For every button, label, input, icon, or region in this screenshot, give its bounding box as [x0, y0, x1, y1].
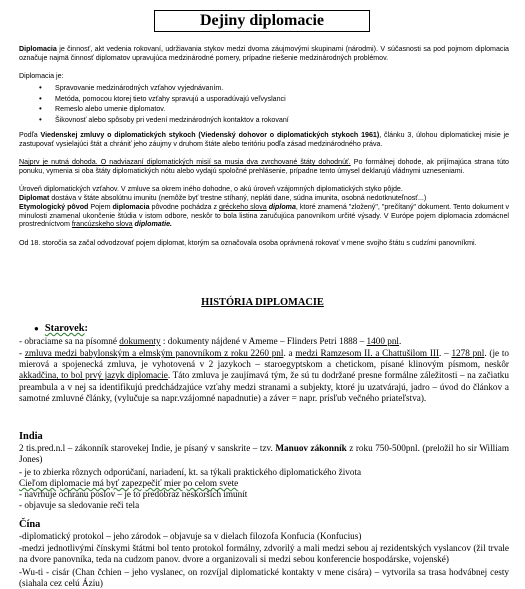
bullet-icon: ●	[34, 324, 39, 333]
immunity-paragraph: Diplomat dostáva v štáte absolútnu imunitu (nemôže byť trestne stíhaný, nepláti dane, súdna imunita, osobná nedotknuteľnosť...)	[19, 194, 427, 202]
etymology-paragraph: Etymologický pôvod Pojem diplomacia pôvodne pochádza z gréckeho slova diploma, ktoré znamená "zložený", "prečítaný" dokument. Tento dokument v minulosti znamenal ukončenie štúdia v istom odbore, neskôr to bola listina zaručujúca panovníkom určité výsady. V Európe pojem diplomacia zdomácnel prostredníctvom francúzskeho slova diplomatie.	[19, 203, 510, 229]
india-line-2: - je to zbierka rôznych odporúčaní, nariadení, kt. sa týkali praktického diplomatického života	[19, 467, 362, 477]
china-line-2: -medzi jednotlivými čínskymi štátmi bol tento protokol formálny, zdvorilý a mali medzi sebou aj rezidentských vyslancov (žil trvale na dvore panovníka, teda na cudzom panov. dvore a organizovali si medzi sebou konferencie hospodárske, vojenské)	[19, 543, 509, 565]
intro-text: je činnosť, akt vedenia rokovaní, udržiavania stykov medzi dvoma záujmovými skupinami (národmi). V súčasnosti sa pod pojmom diplomacia označuje najmä činnosť diplomatov upravujúca medzinárodné pomery, prípadne riešenie medzinárodných problémov.	[19, 45, 509, 62]
list-item: • Remeslo alebo umenie diplomatov.	[53, 105, 493, 114]
starovek-heading: ● Starovek:	[34, 323, 88, 334]
definition-list	[53, 84, 493, 124]
intro-paragraph	[19, 45, 509, 62]
vienna-paragraph: Podľa Viedenskej zmluvy o diplomatických stykoch (Viedenský dohovor o diplomatických stykoch 1961), článku 3, úlohou diplomatickej misie je zastupovať vysielajúci štát a chrániť jeho záujmy v druhom štáte alebo teritóriu podľa zásad medzinárodného práva.	[19, 131, 510, 148]
starovek-documents-line: - obraciame sa na písomné dokumenty : dokumenty nájdené v Ameme – Flinders Petri 1888 – 1400 pnl.	[19, 336, 402, 346]
china-line-3: -Wu-ti - cisár (Chan čchien – jeho vyslanec, on rozvíjal diplomatické kontakty v mene cisára) – vytvorila sa trasa hodvábnej cesty (siahala cez celú Áziu)	[19, 567, 509, 589]
diplomacia-term: Diplomacia	[19, 45, 57, 53]
level-paragraph: Úroveň diplomatických vzťahov. V zmluve sa okrem iného dohodne, o akú úroveň vzájomných diplomatických styko pôjde.	[19, 185, 403, 193]
vienna-convention-name: Viedenskej zmluvy o diplomatických stykoch (Viedenský dohovor o diplomatických stykoch 1961)	[40, 131, 380, 139]
list-item: • Spravovanie medzinárodných vzťahov vyjednávaním.	[53, 84, 493, 93]
list-item: • Metóda, pomocou ktorej tieto vzťahy spravujú a usporadúvajú veľvyslanci	[53, 95, 493, 104]
china-heading: Čína	[19, 519, 41, 530]
diplomat-origin-paragraph: Od 18. storočia sa začal odvodzovať pojem diplomat, ktorým sa označovala osoba oprávnená rokovať v mene svojho štátu s cudzími panovníkmi.	[19, 239, 477, 247]
history-heading: HISTÓRIA DIPLOMACIE	[201, 297, 324, 308]
india-line-3: Cieľom diplomacie má byť zapezpečiť mier po celom svete	[19, 478, 239, 488]
intro-definition-lead: Diplomacia je:	[19, 72, 64, 80]
india-line-5: - objavuje sa sledovanie reči tela	[19, 500, 140, 510]
page-title: Dejiny diplomacie	[154, 10, 370, 32]
starovek-treaty-paragraph: - zmluva medzi babylonským a elmským panovníkom z roku 2260 pnl. a medzi Ramzesom II. a Chattušilom III. – 1278 pnl. (je to mierová a spojenecká zmluva, je vyhotovená v 2 jazykoch – staroegyptskom a chetickom, písané klinovým písmom, neskôr akkadčina, to bol prvý jazyk diplomacie. Táto zmluva je zaujímavá tým, že sú tu dodržané presne formálne záležitosti – na začiatku preambula a v nej sa identifikujú predchádzajúce vzťahy medzi stranami a subjekty, ktoré ju uzatvárajú, jadro – úvod do článkov a samotné zmluvné články, (vylučuje sa napr.vzájomné napadnutie) a záver = napr. prísľub večného priateľstva).	[19, 348, 510, 403]
list-item: • Šikovnosť alebo spôsoby pri vedení medzinárodných kontaktov a rokovaní	[53, 116, 493, 125]
india-heading: India	[19, 431, 43, 442]
india-line-4: - navrhuje ochranu poslov – je to predobraz neskorších imunít	[19, 489, 248, 499]
india-code-paragraph: 2 tis.pred.n.l – zákonník starovekej Indie, je písaný v sanskrite – tzv. Manuov zákonník z roku 750-500pnl. (preložil ho sir William Jones)	[19, 443, 509, 465]
agreement-paragraph: Najprv je nutná dohoda. O nadviazaní diplomatických misií sa musia dva zvrchované štáty dohodnúť. Po formálnej dohode, ak prijímajúca strana túto ponuku, vymenia si oba štáty diplomatických nótu alebo vydajú spoločné prehlásenie, prípadne tento úmysel deklarujú vládnymi uzneseniami.	[19, 158, 509, 175]
china-line-1: -diplomatický protokol – jeho zárodok – objavuje sa v dielach filozofa Konfucia (Konfucius)	[19, 531, 362, 541]
